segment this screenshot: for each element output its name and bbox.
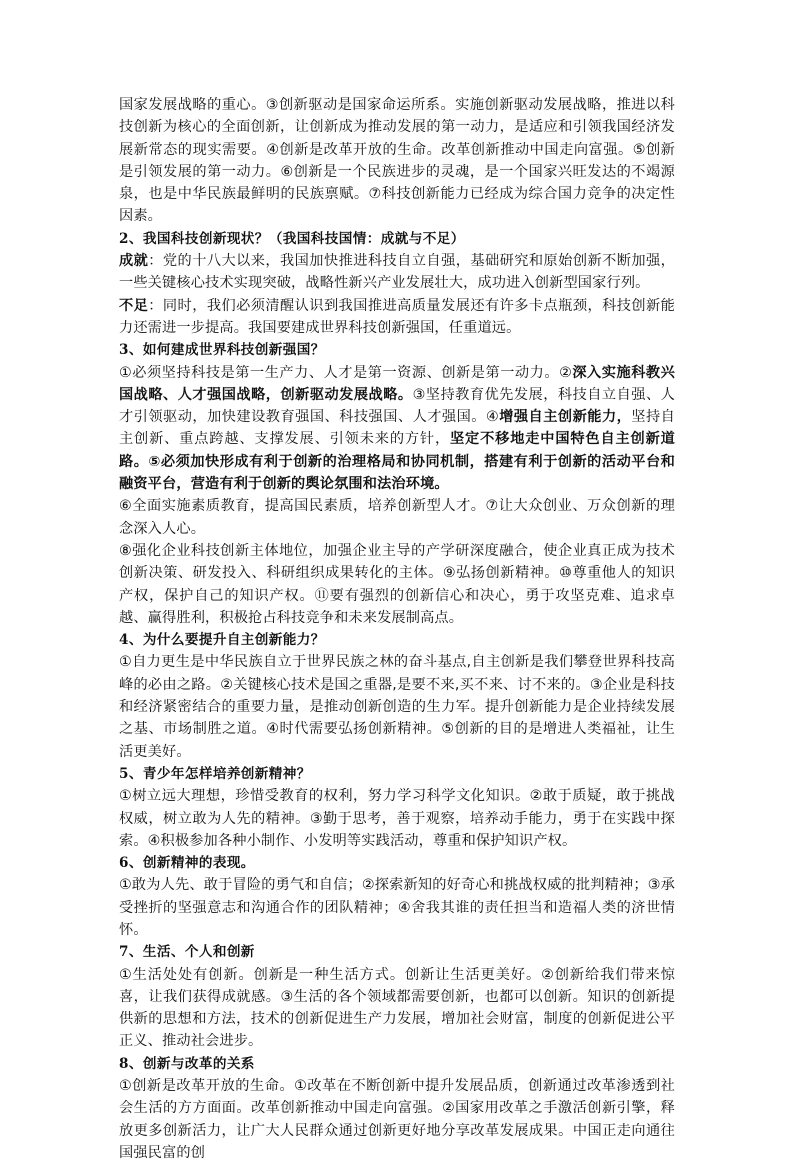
- section-7-heading: 7、生活、个人和创新: [119, 944, 255, 961]
- section-2-achievement: [119, 250, 675, 295]
- section-8-paragraph: ①创新是改革开放的生命。①改革在不断创新中提升发展品质，创新通过改革渗透到社会生活的方方面面。改革创新推动中国走向富强。②国家用改革之手激活创新引擎，释放更多创新活力，让广大人民群众通过创新更好地分享改革发展成果。中国正走向通往国强民富的创: [119, 1078, 675, 1161]
- section-6-heading: 6、创新精神的表现。: [119, 855, 255, 872]
- s3-text-e: 坚持自主创新、重点跨越、支撑发展、引领未来的方针，: [119, 409, 675, 448]
- section-3-paragraph-3: ⑧强化企业科技创新主体地位，加强企业主导的产学研深度融合，使企业真正成为技术创新决策、研发投入、科研组织成果转化的主体。⑨弘扬创新精神。⑩尊重他人的知识产权，保护自己的知识产权。⑪要有强烈的创新信心和决心，勇于攻坚克难、追求卓越、赢得胜利，积极抢占科技竞争和未来发展制高点。: [119, 542, 675, 626]
- section-2-shortfall: [119, 295, 675, 340]
- section-3-paragraph-1: [119, 362, 675, 496]
- shortfall-label: 不足: [119, 297, 149, 314]
- s3-bold-strategies: 深入实施科教兴国战略、人才强国战略，创新驱动发展战略。: [119, 364, 675, 403]
- section-5-heading: 5、青少年怎样培养创新精神？: [119, 765, 311, 782]
- section-4-paragraph: ①自力更生是中华民族自立于世界民族之林的奋斗基点,自主创新是我们攀登世界科技高峰的必由之路。②关键核心技术是国之重器,是要不来,买不来、讨不来的。③企业是科技和经济紧密结合的重要力量，是推动创新创造的生力军。提升创新能力是企业持续发展之基、市场制胜之道。④时代需要弘扬创新精神。⑤创新的目的是增进人类福祉，让生活更美好。: [119, 654, 675, 760]
- section-7-paragraph: ①生活处处有创新。创新是一种生活方式。创新让生活更美好。②创新给我们带来惊喜，让我们获得成就感。③生活的各个领域都需要创新，也都可以创新。知识的创新提供新的思想和方法，技术的创新促进生产力发展，增加社会财富，制度的创新促进公平正义、推动社会进步。: [119, 966, 675, 1050]
- intro-paragraph: 国家发展战略的重心。③创新驱动是国家命运所系。实施创新驱动发展战略，推进以科技创新为核心的全面创新，让创新成为推动发展的第一动力，是适应和引领我国经济发展新常态的现实需要。④创新是改革开放的生命。改革创新推动中国走向富强。⑤创新是引领发展的第一动力。⑥创新是一个民族进步的灵魂，是一个国家兴旺发达的不竭源泉，也是中华民族最鲜明的民族禀赋。⑦科技创新能力已经成为综合国力竞争的决定性因素。: [119, 97, 675, 225]
- document-page: [119, 94, 675, 1164]
- shortfall-text: ：同时，我们必须清醒认识到我国推进高质量发展还有许多卡点瓶颈，科技创新能力还需进一步提高。我国要建成世界科技创新强国，任重道远。: [119, 297, 675, 336]
- section-3-paragraph-2: ⑥全面实施素质教育，提高国民素质，培养创新型人才。⑦让大众创业、万众创新的理念深入人心。: [119, 498, 675, 537]
- s3-bold-path: 坚定不移地走中国特色自主创新道路。⑤必须加快形成有利于创新的治理格局和协同机制，搭建有利于创新的活动平台和融资平台，营造有利于创新的舆论氛围和法治环境。: [119, 431, 675, 493]
- section-8-heading: 8、创新与改革的关系: [119, 1055, 255, 1072]
- s3-text-a: ①必须坚持科技是第一生产力、人才是第一资源、创新是第一动力。②: [119, 364, 573, 381]
- s3-bold-capability: 增强自主创新能力，: [499, 409, 632, 426]
- achievement-label: 成就: [119, 253, 149, 270]
- section-6-paragraph: ①敢为人先、敢于冒险的勇气和自信；②探索新知的好奇心和挑战权威的批判精神；③承受挫折的坚强意志和沟通合作的团队精神；④舍我其谁的责任担当和造福人类的济世情怀。: [119, 877, 675, 938]
- section-3-heading: 3、如何建成世界科技创新强国？: [119, 342, 325, 359]
- section-5-paragraph: ①树立远大理想，珍惜受教育的权利，努力学习科学文化知识。②敢于质疑，敢于挑战权威，树立敢为人先的精神。③勤于思考，善于观察，培养动手能力，勇于在实践中探索。④积极参加各种小制作、小发明等实践活动，尊重和保护知识产权。: [119, 788, 675, 849]
- s3-text-c: ③坚持教育优先发展，科技自立自强、人才引领驱动，加快建设教育强国、科技强国、人才强国。④: [119, 386, 675, 426]
- achievement-text: ：党的十八大以来，我国加快推进科技自立自强，基础研究和原始创新不断加强，一些关键核心技术实现突破，战略性新兴产业发展壮大，成功进入创新型国家行列。: [119, 253, 675, 292]
- section-4-heading: 4、为什么要提升自主创新能力？: [119, 632, 325, 649]
- section-2-heading: 2、我国科技创新现状？（我国科技国情：成就与不足）: [119, 230, 465, 247]
